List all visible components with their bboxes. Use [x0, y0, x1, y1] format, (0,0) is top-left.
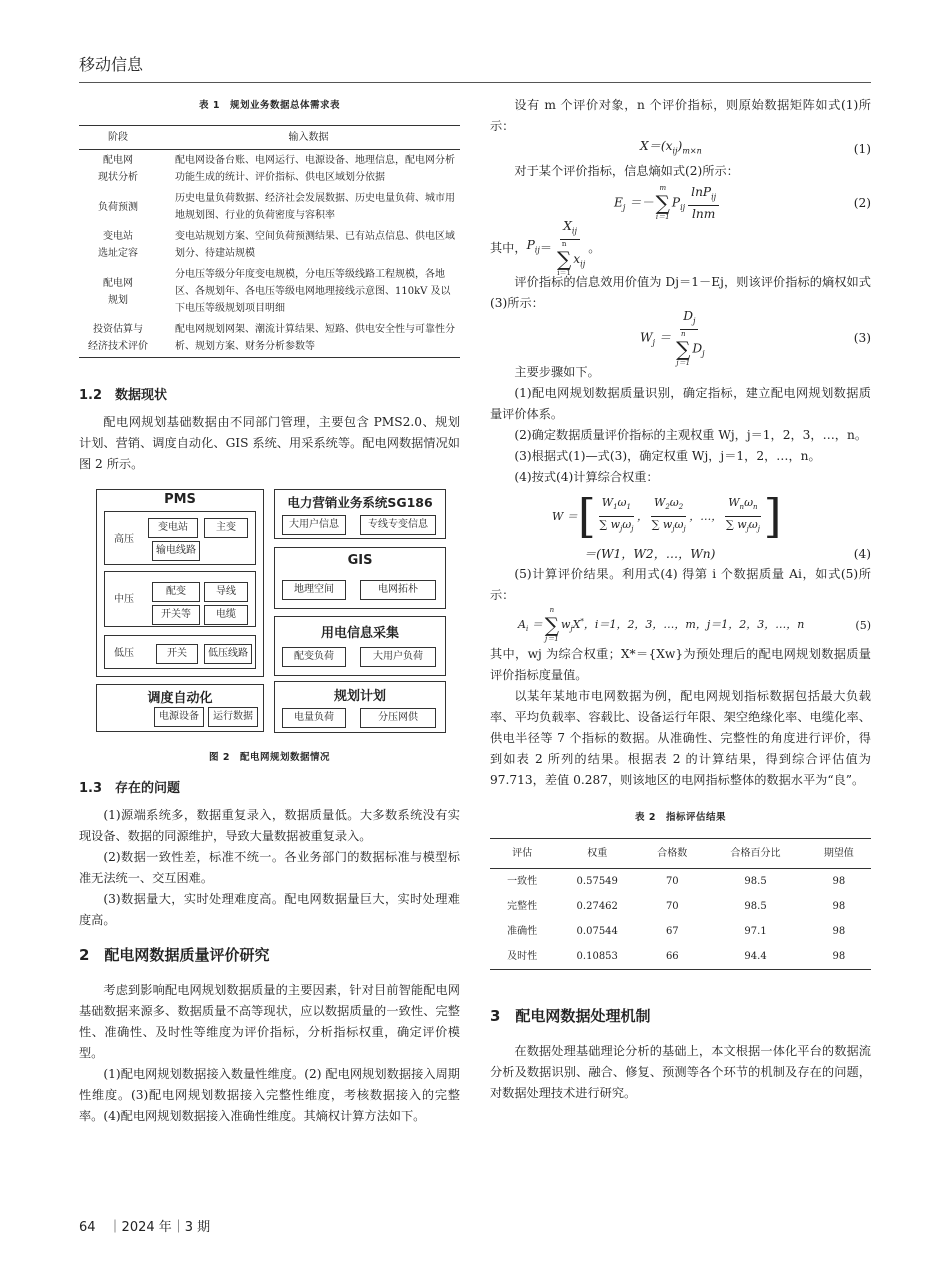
table-cell: 0.27462: [576, 901, 618, 912]
table-cell: 配电网 规划: [103, 277, 133, 306]
marketing-large-user: 大用户信息: [282, 515, 346, 535]
plan-voltage-supply: 分压网供: [360, 708, 436, 728]
equation-number: (2): [853, 195, 871, 210]
journal-title: 移动信息: [79, 55, 144, 74]
table-cell: 变电站 选址定容: [98, 231, 138, 259]
marketing-title: 电力营销业务系统SG186: [287, 495, 433, 510]
table-cell: 67: [665, 926, 679, 937]
equation-number: (4): [853, 546, 871, 561]
table-cell: 98: [832, 926, 846, 937]
pms-title: PMS: [164, 492, 196, 507]
table2: [490, 838, 871, 970]
equation-number: (3): [853, 330, 871, 345]
eq5-text: ，i＝1，2，3，…，m，j＝1，2，3，…，n: [583, 618, 805, 631]
plan-title: 规划计划: [333, 689, 386, 704]
section-1-2: [79, 385, 460, 475]
pms-transmission-line: 输电线路: [152, 541, 200, 561]
paragraph: (1)配电网规划数据质量识别，确定指标，建立配电网规划数据质量评价体系。: [490, 386, 871, 421]
pms-switch-etc: 开关等: [152, 605, 200, 625]
table-cell: 变电站规划方案、空间负荷预测结果、已有站点信息、供电区域划分、待建站规模: [175, 231, 455, 259]
table-cell: 98: [832, 901, 846, 912]
table-cell: 一致性: [507, 876, 538, 887]
eq1-body: $X=(x_{ij})_{m\times n}$: [640, 139, 702, 156]
table-cell: 配电网 现状分析: [98, 155, 138, 183]
dispatch-power-source: 电源设备: [154, 707, 204, 727]
table-cell: 0.57549: [576, 876, 618, 887]
pms-high-label: 高压: [114, 534, 134, 545]
table1-header-stage: 阶段: [79, 126, 157, 150]
paragraph: (1)源端系统多，数据重复录入，数据质量低。大多数系统没有实现设备、数据的同源维护，导致大量数据被重复录入。: [79, 808, 460, 843]
table-cell: 98.5: [744, 876, 767, 887]
pms-transformer: 主变: [204, 518, 248, 538]
table-cell: 0.10853: [554, 944, 640, 970]
pms-distribution-transformer: 配变: [152, 582, 200, 602]
table-cell: 及时性: [490, 944, 554, 970]
pms-low-label: 低压: [114, 648, 134, 659]
paragraph: 配电网规划基础数据由不同部门管理，主要包含 PMS2.0、规划计划、营销、调度自动化、GIS 系统、用采系统等。配电网数据情况如图 2 所示。: [79, 415, 460, 471]
table-cell: 准确性: [507, 926, 538, 937]
paragraph: (3)根据式(1)—式(3)，确定权重 Wj，j＝1，2，…，n。: [514, 449, 821, 463]
pms-low-voltage-line: 低压线路: [204, 644, 252, 664]
section-heading: 1.2 数据现状: [79, 388, 168, 403]
pms-substation: 变电站: [148, 518, 198, 538]
section-heading: 2 配电网数据质量评价研究: [79, 946, 270, 964]
equation-2: [490, 182, 871, 224]
table-cell: 配电网设备台账、电网运行、电源设备、地理信息，配电网分析功能生成的统计、评价指标、供电区域划分依据: [175, 155, 455, 183]
paragraph: 设有 m 个评价对象，n 个评价指标，则原始数据矩阵如式(1)所示：: [490, 98, 871, 133]
table-row: [79, 226, 460, 264]
paragraph: 评价指标的信息效用价值为 Dj＝1－Ej，则该评价指标的熵权如式(3)所示：: [490, 275, 871, 310]
collect-title: 用电信息采集: [320, 626, 399, 641]
table-cell: 94.4: [704, 944, 806, 970]
pij-definition: 其中， $P_{ij}$ ＝ $X_{ij}$ n ∑ i＝1 $x_{ij}$ 。: [490, 218, 601, 278]
pms-cable: 电缆: [204, 605, 248, 625]
equation-4: W ＝ [ $\frac{W_1\omega_1}{\sum w_j\omega_j}$ ， $\frac{W_2\omega_2}{\sum w_j\omega_j}$ ，…， $\frac{W_n\omega_n}{\sum w_j\omega_j}$ ]: [552, 489, 782, 543]
equation-number: (5): [855, 618, 871, 632]
table-cell: 98: [807, 944, 871, 970]
pms-switch: 开关: [156, 644, 198, 664]
paragraph: (2)数据一致性差，标准不统一。各业务部门的数据标准与模型标准无法统一、交互困难。: [79, 850, 460, 885]
table1-caption: 表 1 规划业务数据总体需求表: [199, 100, 340, 111]
paragraph: 其中，wj 为综合权重；X*＝{Xw}为预处理后的配电网规划数据质量评价指标度量值。: [490, 647, 871, 682]
paragraph: 以某年某地市电网数据为例，配电网规划指标数据包括最大负载率、平均负载率、容载比、设备运行年限、架空绝缘化率、电缆化率、供电半径等 7 个指标的数据。从准确性、完整性的角度进行评价，得到如表 2 所列的结果。根据表 2 的计算结果，得到综合评估值为 97.713，差值 0.287，则该地区的电网指标整体的数据水平为“良”。: [490, 689, 871, 787]
table-cell: 分电压等级分年度变电规模，分电压等级线路工程规模，各地区、各规划年、各电压等级电网地理接线示意图、110kV 及以下电压等级规划项目明细: [175, 269, 451, 314]
table-cell: 98: [832, 876, 846, 887]
table2-header: 评估: [490, 839, 554, 869]
paragraph: 在数据处理基础理论分析的基础上，本文根据一体化平台的数据流分析及数据识别、融合、修复、预测等各个环节的机制及存在的问题，对数据处理技术进行研究。: [490, 1044, 871, 1100]
gis-topology: 电网拓朴: [360, 580, 436, 600]
figure2-diagram: [96, 489, 446, 737]
table-cell: 负荷预测: [98, 201, 138, 213]
figure2-caption: 图 2 配电网规划数据情况: [209, 752, 330, 763]
table-row: [79, 188, 460, 226]
table-cell: 完整性: [507, 901, 538, 912]
plan-energy-load: 电量负荷: [282, 708, 346, 728]
table-cell: 投资估算与 经济技术评价: [79, 319, 157, 358]
dispatch-title: 调度自动化: [147, 691, 213, 706]
equation-3: [490, 308, 871, 368]
section-1-3: [79, 778, 460, 1127]
paragraph: (3)数据量大，实时处理难度高。配电网数据量巨大，实时处理难度高。: [79, 892, 460, 927]
right-column: [490, 95, 871, 1104]
gis-title: GIS: [347, 553, 373, 568]
section-heading: 1.3 存在的问题: [79, 781, 181, 796]
pij-prefix: 其中，: [490, 240, 527, 255]
paragraph: (1)配电网规划数据接入数量性维度。(2) 配电网规划数据接入周期性维度。(3)配电网规划数据接入完整性维度，考核数据接入的完整率。(4)配电网规划数据接入准确性维度。其熵权计算方法如下。: [79, 1067, 460, 1123]
table2-caption: 表 2 指标评估结果: [635, 812, 726, 823]
table-cell: 0.07544: [576, 926, 618, 937]
paragraph: 考虑到影响配电网规划数据质量的主要因素，针对目前智能配电网基础数据来源多、数据质量不高等现状，应以数据质量的一致性、完整性、准确性、及时性等维度为评价指标，分析指标权重，确定评价模型。: [79, 983, 460, 1060]
eq4-result-text: ＝(W1，W2，…，Wn): [584, 546, 716, 561]
table-cell: 97.1: [744, 926, 767, 937]
table1: [79, 125, 460, 358]
table2-header: 合格数: [640, 839, 704, 869]
section-heading: 3 配电网数据处理机制: [490, 1007, 651, 1025]
table-cell: 98.5: [744, 901, 767, 912]
pms-conductor: 导线: [204, 582, 248, 602]
table2-header: 期望值: [807, 839, 871, 869]
equation-5: $A_i$ ＝ n ∑ j＝1 $w_jX^*$，i＝1，2，3，…，m，j＝1，2，3，…，n (5): [518, 606, 871, 643]
collect-transformer-load: 配变负荷: [282, 647, 346, 667]
header-rule: [79, 82, 871, 83]
page-footer: 64 ｜2024 年｜3 期: [79, 1220, 211, 1235]
dispatch-operation-data: 运行数据: [208, 707, 258, 727]
table2-header: 权重: [554, 839, 640, 869]
table2-header: 合格百分比: [704, 839, 806, 869]
paragraph: (2)确定数据质量评价指标的主观权重 Wj，j＝1，2，3，…，n。: [514, 428, 868, 442]
table-row: [79, 319, 460, 358]
equation-number: (1): [853, 141, 871, 156]
table-row: [79, 264, 460, 319]
gis-geospace: 地理空间: [282, 580, 346, 600]
marketing-dedicated-line: 专线专变信息: [360, 515, 436, 535]
left-column: [79, 95, 460, 358]
pms-mid-label: 中压: [114, 594, 134, 605]
table-cell: 66: [640, 944, 704, 970]
eq1-text: X＝(x: [640, 139, 673, 154]
collect-large-user-load: 大用户负荷: [360, 647, 436, 667]
paragraph: (5)计算评价结果。利用式(4) 得第 i 个数据质量 Ai，如式(5)所示：: [490, 567, 871, 602]
table-cell: 70: [665, 876, 679, 887]
table-row: [490, 919, 871, 944]
table-row: [490, 869, 871, 895]
eq3-body: $W_j$ ＝ $D_j$ n ∑ j＝1 $D_j$: [640, 308, 705, 368]
paragraph: 对于某个评价指标，信息熵如式(2)所示：: [514, 164, 739, 178]
paragraph: (4)按式(4)计算综合权重：: [514, 470, 659, 484]
paragraph: 主要步骤如下。: [514, 365, 600, 379]
table1-header-input: 输入数据: [157, 126, 460, 150]
table-row: [490, 894, 871, 919]
table-cell: 70: [665, 901, 679, 912]
table-row: [490, 944, 871, 970]
eq2-body: $E_j$ ＝－ m ∑ i＝1 $P_{ij}$ $\frac{\ln P_{ij}}{\ln m}$: [614, 184, 722, 222]
equation-1: [490, 137, 871, 161]
table-cell: 历史电量负荷数据、经济社会发展数据、历史电量负荷、城市用地规划图、行业的负荷密度与容积率: [175, 193, 455, 221]
equation-4-result: [490, 544, 871, 564]
table-cell: 配电网规划网架、潮流计算结果、短路、供电安全性与可靠性分析、规划方案、财务分析参数等: [157, 319, 460, 358]
table-row: [79, 150, 460, 189]
